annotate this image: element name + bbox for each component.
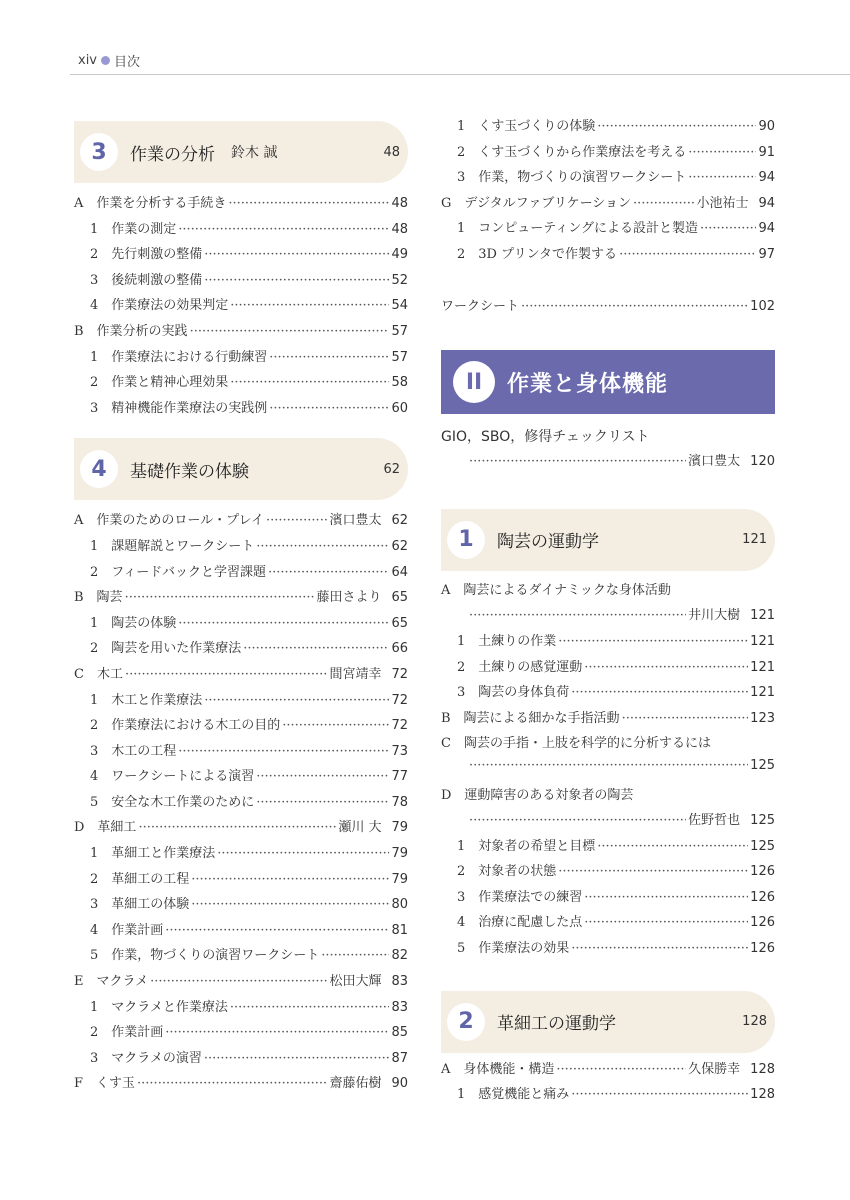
entry-page: 73 [391, 743, 408, 759]
left-column [74, 121, 408, 1098]
toc-entry[interactable] [441, 1083, 775, 1109]
entry-label: E マクラメ [74, 974, 149, 990]
toc-entry[interactable] [441, 656, 775, 682]
entry-author: 佐野哲也 [688, 813, 741, 829]
chapter-number-badge: 3 [80, 133, 118, 171]
entry-page: 121 [750, 633, 775, 649]
entry-label: 4 作業計画 [90, 922, 164, 938]
toc-entry[interactable] [441, 835, 775, 861]
toc-entry[interactable] [74, 1047, 408, 1073]
entry-label: 2 先行刺激の整備 [90, 247, 203, 263]
entry-label: 1 マクラメと作業療法 [90, 999, 228, 1015]
toc-entry[interactable] [74, 1021, 408, 1047]
toc-entry[interactable] [74, 586, 408, 612]
toc-entry[interactable] [74, 243, 408, 269]
leader-dots [204, 693, 389, 708]
toc-entry[interactable] [74, 740, 408, 766]
entry-page: 123 [750, 710, 775, 726]
chapter-page: 121 [742, 532, 767, 548]
chapter-number-badge: 1 [447, 521, 485, 559]
toc-entry[interactable] [441, 115, 775, 141]
leader-dots [700, 221, 756, 236]
entry-author: 濱口豊太 [329, 513, 382, 529]
toc-entry[interactable] [74, 320, 408, 346]
part-title: 作業と身体機能 [507, 371, 669, 397]
entry-page: 79 [391, 871, 408, 887]
toc-entry[interactable] [74, 637, 408, 663]
entry-label: 3 木工の工程 [90, 743, 177, 759]
toc-entry[interactable] [74, 561, 408, 587]
header-dot-icon [101, 56, 110, 65]
entry-page: 128 [750, 1087, 775, 1103]
leader-dots [217, 846, 389, 861]
entry-label: 2 革細工の工程 [90, 871, 190, 887]
entry-label: 2 作業と精神心理効果 [90, 375, 229, 391]
toc-entry[interactable] [74, 218, 408, 244]
toc-entry[interactable] [74, 294, 408, 320]
entry-page: 65 [391, 590, 408, 606]
entry-label: 1 木工と作業療法 [90, 692, 203, 708]
entry-label: 2 くす玉づくりから作業療法を考える [457, 144, 687, 160]
leader-dots [165, 1025, 389, 1040]
entry-author: 間宮靖幸 [329, 666, 382, 682]
header-page-number: xiv [78, 52, 97, 68]
leader-dots [688, 170, 756, 185]
entry-page: 94 [758, 195, 775, 211]
entry-page: 126 [750, 941, 775, 957]
leader-dots [633, 196, 694, 211]
entry-page: 126 [750, 915, 775, 931]
toc-entry[interactable] [74, 663, 408, 689]
chapter-page: 128 [742, 1014, 767, 1030]
toc-entry[interactable] [74, 689, 408, 715]
running-header [78, 50, 140, 70]
entry-page: 128 [750, 1061, 775, 1077]
leader-dots [622, 711, 749, 726]
toc-entry[interactable] [74, 842, 408, 868]
leader-dots [204, 1051, 390, 1066]
leader-dots [125, 590, 315, 605]
entry-label: 1 革細工と作業療法 [90, 846, 216, 862]
toc-entry[interactable] [441, 784, 775, 810]
leader-dots [269, 350, 389, 365]
entry-page: 125 [750, 838, 775, 854]
leader-dots [619, 247, 756, 262]
entry-label: A 作業を分析する手続き [74, 196, 227, 211]
toc-entry[interactable] [441, 732, 775, 758]
leader-dots [571, 685, 748, 700]
entry-page: 66 [391, 641, 408, 657]
leader-dots [190, 324, 390, 339]
entry-label: 1 コンピューティングによる設計と製造 [457, 221, 698, 237]
entry-page: 87 [391, 1050, 408, 1066]
entry-page: 62 [391, 538, 408, 554]
gio-entry-label[interactable]: GIO，SBO，修得チェックリスト [441, 429, 650, 446]
entry-page: 65 [391, 615, 408, 631]
leader-dots [256, 769, 389, 784]
entry-page: 120 [750, 454, 775, 470]
entry-page: 77 [391, 769, 408, 785]
worksheet-entry[interactable] [441, 295, 775, 321]
entry-author: 濱口豊太 [688, 454, 741, 470]
entry-page: 78 [391, 794, 408, 810]
leader-dots [191, 872, 389, 887]
chapter-2-heading[interactable] [441, 991, 775, 1053]
toc-entry[interactable] [441, 1058, 775, 1084]
entry-page: 79 [391, 820, 408, 836]
entry-label: 1 感覚機能と痛み [457, 1087, 570, 1103]
chapter-3-entries [74, 192, 408, 422]
chapter-4-entries [74, 509, 408, 1098]
entry-label: 3 作業療法での練習 [457, 889, 583, 905]
entry-page: 121 [750, 608, 775, 624]
entry-label: B 作業分析の実践 [74, 323, 188, 339]
entry-label: 3 革細工の体験 [90, 897, 190, 913]
entry-author: 齋藤佑樹 [329, 1076, 382, 1092]
toc-entry[interactable] [441, 166, 775, 192]
toc-entry[interactable] [441, 243, 775, 269]
entry-label: 4 作業療法の効果判定 [90, 298, 229, 314]
leader-dots [230, 1000, 390, 1015]
entry-author: 小池祐士 [696, 195, 749, 211]
entry-label: 5 作業療法の効果 [457, 941, 570, 957]
entry-label: 1 土練りの作業 [457, 633, 557, 649]
toc-entry[interactable] [441, 579, 775, 605]
toc-entry[interactable] [74, 714, 408, 740]
entry-label: ワークシート [441, 298, 520, 314]
toc-entry[interactable] [74, 269, 408, 295]
entry-label: C 陶芸の手指・上肢を科学的に分析するには [441, 736, 711, 752]
entry-label: 1 くす玉づくりの体験 [457, 119, 596, 134]
toc-entry[interactable] [74, 612, 408, 638]
entry-page: 121 [750, 685, 775, 701]
header-title: 目次 [114, 54, 141, 70]
entry-author: 松田大輝 [329, 974, 382, 990]
leader-dots [584, 890, 748, 905]
leader-dots [558, 634, 748, 649]
toc-entry[interactable] [441, 630, 775, 656]
entry-page: 58 [391, 375, 408, 391]
chapter-3-heading[interactable] [74, 121, 408, 183]
entry-page: 97 [758, 246, 775, 262]
toc-entry[interactable] [74, 944, 408, 970]
leader-dots [138, 820, 336, 835]
chapter-1-heading[interactable] [441, 509, 775, 571]
leader-dots [178, 616, 389, 631]
toc-entry[interactable] [74, 893, 408, 919]
entry-page: 126 [750, 864, 775, 880]
leader-dots [521, 299, 748, 314]
leader-dots [556, 1062, 686, 1077]
toc-entry[interactable] [74, 791, 408, 817]
toc-entry[interactable] [74, 509, 408, 535]
leader-dots [165, 923, 389, 938]
entry-author: 久保勝幸 [688, 1061, 741, 1077]
leader-dots [204, 273, 389, 288]
toc-entry[interactable] [441, 937, 775, 963]
entry-page: 90 [391, 1076, 408, 1092]
leader-dots [321, 948, 389, 963]
entry-page: 80 [391, 897, 408, 913]
entry-page: 85 [391, 1025, 408, 1041]
leader-dots [597, 119, 756, 134]
toc-entry[interactable] [74, 996, 408, 1022]
entry-label: 2 陶芸を用いた作業療法 [90, 641, 242, 657]
header-rule [70, 74, 850, 75]
entry-label: B 陶芸 [74, 590, 123, 606]
entry-page: 60 [391, 400, 408, 416]
entry-label: D 革細工 [74, 820, 137, 836]
leader-dots [571, 1087, 748, 1102]
toc-entry[interactable] [74, 1072, 408, 1098]
part-number-badge: II [453, 361, 495, 403]
toc-entry[interactable] [441, 141, 775, 167]
toc-entry[interactable] [441, 886, 775, 912]
chapter-page: 48 [383, 144, 400, 160]
entry-page: 62 [391, 513, 408, 529]
entry-label: 2 3D プリンタで作製する [457, 246, 618, 262]
entry-label: 4 ワークシートによる演習 [90, 769, 255, 785]
chapter-title: 陶芸の運動学 [497, 532, 599, 553]
chapter-1-entries [441, 579, 775, 963]
chapter-4-heading[interactable] [74, 438, 408, 500]
leader-dots [269, 401, 389, 416]
entry-page: 48 [391, 196, 408, 211]
leader-dots [230, 375, 389, 390]
entry-page: 72 [391, 718, 408, 734]
entry-page: 81 [391, 922, 408, 938]
leader-dots [469, 758, 748, 773]
entry-page: 91 [758, 144, 775, 160]
chapter-author: 鈴木 誠 [231, 145, 278, 161]
leader-dots [469, 454, 686, 469]
entry-label: 1 作業療法における行動練習 [90, 349, 268, 365]
entry-page: 125 [750, 757, 775, 773]
toc-entry[interactable] [74, 970, 408, 996]
entry-label: 3 マクラメの演習 [90, 1050, 202, 1066]
toc-entry[interactable] [441, 604, 775, 630]
entry-page: 125 [750, 813, 775, 829]
leader-dots [137, 1076, 327, 1091]
gio-entry-leader[interactable] [441, 450, 775, 476]
right-column [441, 115, 775, 1109]
entry-author: 井川大樹 [688, 608, 741, 624]
toc-entry[interactable] [74, 816, 408, 842]
entry-page: 64 [391, 564, 408, 580]
entry-page: 79 [391, 846, 408, 862]
toc-entry[interactable] [74, 765, 408, 791]
entry-label: A 陶芸によるダイナミックな身体活動 [441, 582, 671, 598]
toc-entry[interactable] [74, 919, 408, 945]
leader-dots [204, 247, 389, 262]
leader-dots [571, 941, 748, 956]
entry-label: 2 作業療法における木工の目的 [90, 718, 281, 734]
leader-dots [256, 795, 389, 810]
entry-label: 2 土練りの感覚運動 [457, 659, 583, 675]
leader-dots [230, 298, 389, 313]
toc-entry[interactable] [74, 397, 408, 423]
leader-dots [282, 718, 389, 733]
chapter-page: 62 [383, 461, 400, 477]
entry-page: 83 [391, 974, 408, 990]
leader-dots [256, 539, 389, 554]
chapter-number-badge: 2 [447, 1003, 485, 1041]
entry-page: 121 [750, 659, 775, 675]
chapter-2-entries [441, 1058, 775, 1109]
toc-entry[interactable] [74, 371, 408, 397]
entry-page: 49 [391, 247, 408, 263]
entry-label: F くす玉 [74, 1076, 136, 1092]
leader-dots [469, 608, 686, 623]
toc-entry[interactable] [74, 535, 408, 561]
toc-entry[interactable] [441, 681, 775, 707]
entry-label: 1 対象者の希望と目標 [457, 838, 596, 854]
leader-dots [597, 839, 748, 854]
entry-label: 3 精神機能作業療法の実践例 [90, 400, 268, 416]
leader-dots [125, 667, 327, 682]
entry-page: 48 [391, 221, 408, 237]
leader-dots [243, 641, 389, 656]
leader-dots [584, 915, 748, 930]
entry-page: 52 [391, 272, 408, 288]
entry-label: 2 フィードバックと学習課題 [90, 564, 266, 580]
leader-dots [558, 864, 748, 879]
entry-label: 1 課題解説とワークシート [90, 538, 255, 554]
entry-page: 94 [758, 170, 775, 186]
leader-dots [191, 897, 389, 912]
entry-label: A 身体機能・構造 [441, 1061, 555, 1077]
chapter-title: 基礎作業の体験 [130, 461, 249, 482]
toc-entry[interactable] [441, 860, 775, 886]
leader-dots [266, 513, 327, 528]
entry-author: 藤田さより [316, 590, 382, 606]
toc-entry[interactable] [74, 346, 408, 372]
entry-page: 102 [750, 298, 775, 314]
toc-entry[interactable] [441, 809, 775, 835]
entry-label: B 陶芸による細かな手指活動 [441, 710, 620, 726]
toc-entry[interactable] [74, 192, 408, 218]
entry-page: 57 [391, 323, 408, 339]
entry-page: 94 [758, 221, 775, 237]
entry-label: 5 作業，物づくりの演習ワークシート [90, 948, 320, 964]
leader-dots [688, 145, 756, 160]
section-f-g-entries [441, 115, 775, 269]
entry-author: 瀬川 大 [338, 820, 382, 836]
entry-label: 3 後続刺激の整備 [90, 272, 203, 288]
entry-label: 2 対象者の状態 [457, 864, 557, 880]
entry-label: 2 作業計画 [90, 1025, 164, 1041]
toc-entry[interactable] [441, 217, 775, 243]
leader-dots [150, 974, 327, 989]
entry-page: 83 [391, 999, 408, 1015]
leader-dots [228, 196, 389, 211]
entry-label: 1 陶芸の体験 [90, 615, 177, 631]
entry-label: G デジタルファブリケーション [441, 195, 632, 211]
entry-page: 72 [391, 692, 408, 708]
entry-label: C 木工 [74, 666, 123, 682]
entry-label: 5 安全な木工作業のために [90, 794, 255, 810]
leader-dots [178, 222, 389, 237]
chapter-number-badge: 4 [80, 450, 118, 488]
leader-dots [469, 813, 686, 828]
toc-entry[interactable] [441, 758, 775, 784]
toc-entry[interactable] [74, 868, 408, 894]
entry-label: 3 陶芸の身体負荷 [457, 685, 570, 701]
entry-label: 1 作業の測定 [90, 221, 177, 237]
entry-label: 3 作業，物づくりの演習ワークシート [457, 170, 687, 186]
leader-dots [584, 660, 748, 675]
entry-page: 54 [391, 298, 408, 314]
entry-label: D 運動障害のある対象者の陶芸 [441, 787, 634, 803]
chapter-title: 作業の分析 [130, 144, 215, 165]
part-2-heading[interactable] [441, 350, 775, 414]
toc-entry[interactable] [441, 707, 775, 733]
entry-label: 4 治療に配慮した点 [457, 915, 583, 931]
entry-page: 90 [758, 119, 775, 134]
entry-label: A 作業のためのロール・プレイ [74, 513, 264, 529]
toc-entry[interactable] [441, 192, 775, 218]
leader-dots [178, 744, 389, 759]
toc-entry[interactable] [441, 911, 775, 937]
entry-page: 82 [391, 948, 408, 964]
entry-page: 126 [750, 889, 775, 905]
entry-page: 57 [391, 349, 408, 365]
entry-page: 72 [391, 666, 408, 682]
chapter-title: 革細工の運動学 [497, 1014, 616, 1035]
leader-dots [268, 565, 389, 580]
